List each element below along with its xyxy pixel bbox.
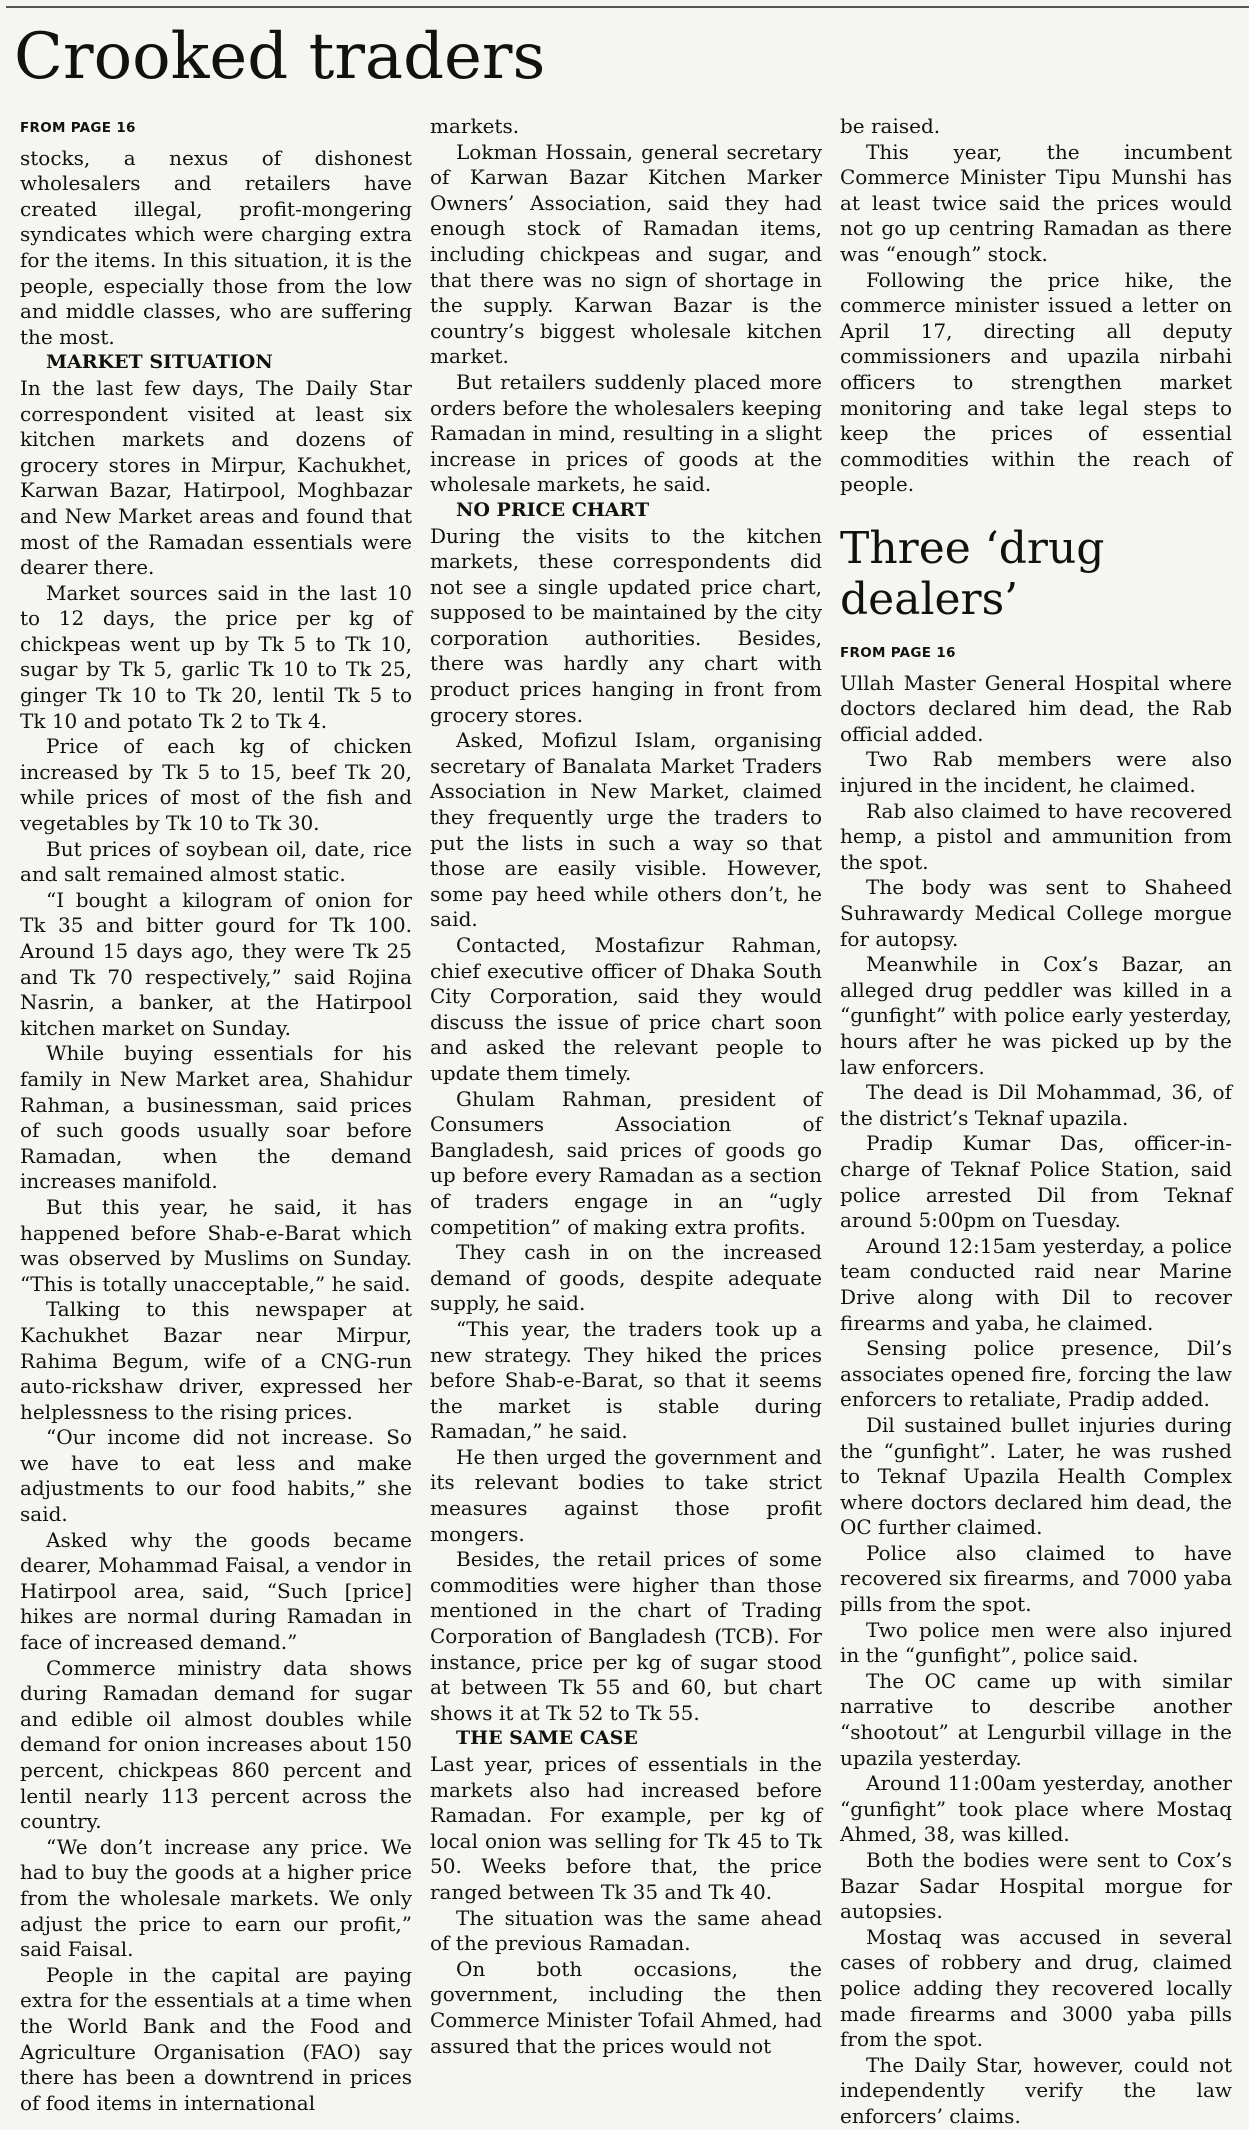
article-paragraph: “We don’t increase any price. We had to buy the goods at a higher price from the wholesale markets. We only adjust the price to earn our profit,” said Faisal. <box>20 1834 412 1962</box>
article-paragraph: Two police men were also injured in the “gunfight”, police said. <box>840 1617 1232 1668</box>
column-3 <box>840 114 1232 2130</box>
article-paragraph: Police also claimed to have recovered six firearms, and 7000 yaba pills from the spot. <box>840 1540 1232 1617</box>
column-2 <box>430 114 822 2059</box>
article-paragraph: be raised. <box>840 114 941 138</box>
article-paragraph: stocks, a nexus of dishonest wholesalers and retailers have created illegal, profit-mongering syndicates which were charging extra for the items. In this situation, it is the people, especially those from the low and middle classes, who are suffering the most. <box>20 145 412 349</box>
article-paragraph: Last year, prices of essentials in the markets also had increased before Ramadan. For example, per kg of local onion was selling for Tk 45 to Tk 50. Weeks before that, the price ranged between Tk 35 and Tk 40. <box>430 1752 822 1904</box>
story1-folio: FROM PAGE 16 <box>20 120 136 136</box>
article-paragraph: This year, the incumbent Commerce Minister Tipu Munshi has at least twice said the prices would not go up centring Ramadan as there was “enough” stock. <box>840 139 1232 266</box>
article-paragraph: Ullah Master General Hospital where doctors declared him dead, the Rab official added. <box>840 670 1232 746</box>
article-paragraph: Besides, the retail prices of some commodities were higher than those mentioned in the chart of Trading Corporation of Bangladesh (TCB). For instance, price per kg of sugar stood at between Tk 55 and 60, but chart shows it at Tk 52 to Tk 55. <box>430 1547 822 1725</box>
article-paragraph: Meanwhile in Cox’s Bazar, an alleged drug peddler was killed in a “gunfight” with police early yesterday, hours after he was picked up by the law enforcers. <box>840 952 1232 1079</box>
article-paragraph: Around 12:15am yesterday, a police team conducted raid near Marine Drive along with Dil to recover firearms and yaba, he claimed. <box>840 1233 1232 1335</box>
article-paragraph: The OC came up with similar narrative to describe another “shootout” at Lengurbil village in the upazila yesterday. <box>840 1668 1232 1770</box>
article-paragraph: Contacted, Mostafizur Rahman, chief executive officer of Dhaka South City Corporation, said they would discuss the issue of price chart soon and asked the relevant people to update them timely. <box>430 933 822 1085</box>
article-paragraph: He then urged the government and its relevant bodies to take strict measures against those profit mongers. <box>430 1444 822 1546</box>
article-paragraph: Mostaq was accused in several cases of robbery and drug, claimed police adding they recovered locally made firearms and 3000 yaba pills from the spot. <box>840 1924 1232 2052</box>
column-1 <box>20 114 412 2116</box>
article-paragraph: The dead is Dil Mohammad, 36, of the district’s Teknaf upazila. <box>840 1080 1232 1130</box>
article-paragraph: Two Rab members were also injured in the incident, he claimed. <box>840 747 1232 798</box>
article-paragraph: But this year, he said, it has happened before Shab-e-Barat which was observed by Muslims on Sunday. “This is totally unacceptable,” he said. <box>20 1194 412 1296</box>
article-paragraph: The body was sent to Shaheed Suhrawardy Medical College morgue for autopsy. <box>840 875 1232 951</box>
article-paragraph: “This year, the traders took up a new strategy. They hiked the prices before Shab-e-Barat, so that it seems the market is stable during Ramadan,” he said. <box>430 1316 822 1444</box>
section-subhead: THE SAME CASE <box>456 1727 638 1750</box>
article-paragraph: “Our income did not increase. So we have to eat less and make adjustments to our food habits,” she said. <box>20 1425 412 1527</box>
article-paragraph: During the visits to the kitchen markets, these correspondents did not see a single updated price chart, supposed to be maintained by the city corporation authorities. Besides, there was hardly any chart with product prices hanging in front from grocery stores. <box>430 523 822 727</box>
article-paragraph: Both the bodies were sent to Cox’s Bazar Sadar Hospital morgue for autopsies. <box>840 1848 1232 1924</box>
article-paragraph: Talking to this newspaper at Kachukhet Bazar near Mirpur, Rahima Begum, wife of a CNG-run auto-rickshaw driver, expressed her helplessness to the rising prices. <box>20 1297 412 1424</box>
article-paragraph: The situation was the same ahead of the previous Ramadan. <box>430 1905 822 1956</box>
article-paragraph: Sensing police presence, Dil’s associates opened fire, forcing the law enforcers to retaliate, Pradip added. <box>840 1336 1232 1412</box>
article-paragraph: Rab also claimed to have recovered hemp, a pistol and ammunition from the spot. <box>840 798 1232 874</box>
article-paragraph: Around 11:00am yesterday, another “gunfight” took place where Mostaq Ahmed, 38, was killed. <box>840 1771 1232 1847</box>
article-paragraph: markets. <box>430 114 520 138</box>
article-paragraph: Asked why the goods became dearer, Mohammad Faisal, a vendor in Hatirpool area, said, “Such [price] hikes are normal during Ramadan in face of increased demand.” <box>20 1527 412 1655</box>
article-paragraph: Pradip Kumar Das, officer-in-charge of Teknaf Police Station, said police arrested Dil from Teknaf around 5:00pm on Tuesday. <box>840 1131 1232 1233</box>
article-paragraph: On both occasions, the government, including the then Commerce Minister Tofail Ahmed, had assured that the prices would not <box>430 1956 822 2058</box>
article-paragraph: Price of each kg of chicken increased by Tk 5 to 15, beef Tk 20, while prices of most of the fish and vegetables by Tk 10 to Tk 30. <box>20 734 412 836</box>
article-paragraph: People in the capital are paying extra for the essentials at a time when the World Bank and the Food and Agriculture Organisation (FAO) say there has been a downtrend in prices of food items in international <box>20 1962 412 2115</box>
story1-headline: Crooked traders <box>14 20 546 94</box>
story2-headline: Three ‘drug dealers’ <box>840 522 1105 625</box>
article-paragraph: Commerce ministry data shows during Ramadan demand for sugar and edible oil almost doubles while demand for onion increases about 150 percent, chickpeas 860 percent and lentil nearly 113 percent across the country. <box>20 1655 412 1834</box>
section-subhead: NO PRICE CHART <box>456 498 650 521</box>
article-paragraph: They cash in on the increased demand of goods, despite adequate supply, he said. <box>430 1240 822 1316</box>
article-paragraph: Following the price hike, the commerce minister issued a letter on April 17, directing all deputy commissioners and upazila nirbahi officers to strengthen market monitoring and take legal steps to keep the prices of essential commodities within the reach of people. <box>840 267 1232 497</box>
article-paragraph: “I bought a kilogram of onion for Tk 35 and bitter gourd for Tk 100. Around 15 days ago, they were Tk 25 and Tk 70 respectively,” said Rojina Nasrin, a banker, at the Hatirpool kitchen market on Sunday. <box>20 887 412 1040</box>
article-paragraph: Market sources said in the last 10 to 12 days, the price per kg of chickpeas went up by Tk 5 to Tk 10, sugar by Tk 5, garlic Tk 10 to Tk 25, ginger Tk 10 to Tk 20, lentil Tk 5 to Tk 10 and potato Tk 2 to Tk 4. <box>20 580 412 733</box>
section-subhead: MARKET SITUATION <box>46 351 273 374</box>
article-paragraph: Ghulam Rahman, president of Consumers Association of Bangladesh, said prices of goods go up before every Ramadan as a section of traders engage in an “ugly competition” of making extra profits. <box>430 1086 822 1239</box>
article-paragraph: Asked, Mofizul Islam, organising secretary of Banalata Market Traders Association in New Market, claimed they frequently urge the traders to put the lists in such a way so that those are easily visible. However, some pay heed while others don’t, he said. <box>430 728 822 932</box>
article-paragraph: Dil sustained bullet injuries during the “gunfight”. Later, he was rushed to Teknaf Upazila Health Complex where doctors declared him dead, the OC further claimed. <box>840 1412 1232 1540</box>
article-paragraph: Lokman Hossain, general secretary of Karwan Bazar Kitchen Marker Owners’ Association, said they had enough stock of Ramadan items, including chickpeas and sugar, and that there was no sign of shortage in the supply. Karwan Bazar is the country’s biggest wholesale kitchen market. <box>430 139 822 369</box>
article-paragraph: But prices of soybean oil, date, rice and salt remained almost static. <box>20 836 412 887</box>
top-rule <box>6 6 1249 8</box>
article-paragraph: While buying essentials for his family in New Market area, Shahidur Rahman, a businessman, said prices of such goods usually soar before Ramadan, when the demand increases manifold. <box>20 1041 412 1194</box>
article-paragraph: In the last few days, The Daily Star correspondent visited at least six kitchen markets and dozens of grocery stores in Mirpur, Kachukhet, Karwan Bazar, Hatirpool, Moghbazar and New Market areas and found that most of the Ramadan essentials were dearer there. <box>20 375 412 580</box>
article-paragraph: But retailers suddenly placed more orders before the wholesalers keeping Ramadan in mind, resulting in a slight increase in prices of goods at the wholesale markets, he said. <box>430 369 822 497</box>
story2-folio: FROM PAGE 16 <box>840 645 956 662</box>
article-paragraph: The Daily Star, however, could not independently verify the law enforcers’ claims. <box>840 2052 1232 2128</box>
